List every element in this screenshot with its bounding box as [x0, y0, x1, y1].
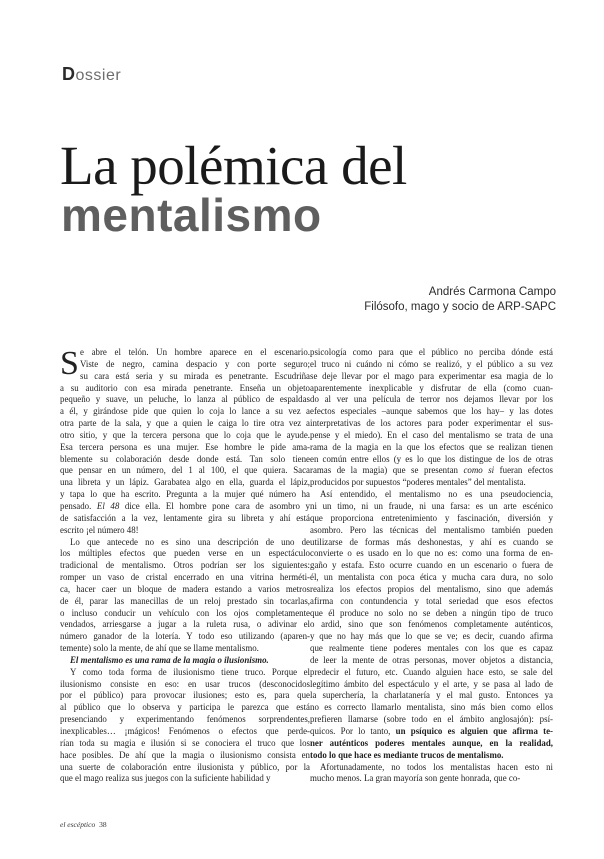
paragraph-line: vendados, arriesgarse a jugar a la ruleta rusa, o adivinar el — [60, 619, 310, 630]
drop-cap: S — [60, 345, 79, 382]
paragraph-line: los múltiples efectos que pueden verse en un espectáculo — [60, 548, 310, 559]
paragraph-line: rama de la magia en la que los efectos que se realizan tienen — [310, 441, 553, 452]
paragraph-line: el truco ni cuándo ni cómo se realizó, y el público a su vez — [310, 358, 553, 369]
paragraph-line: hace posibles. De ahí que la magia o ilusionismo consista en — [60, 749, 310, 760]
page-number: 38 — [99, 820, 107, 829]
paragraph-line: él, un mentalista con poca ética y mucha cara dura, no solo — [310, 572, 553, 583]
paragraph-line: predecir el futuro, etc. Cuando alguien hace esto, se sale del — [310, 666, 553, 677]
paragraph-line: que proporciona entretenimiento y fascinación, diversión y — [310, 512, 553, 523]
paragraph-line: no es correcto llamarlo mentalista, sino más bien como ellos — [310, 702, 553, 713]
paragraph-line: su cara está seria y su mirada es penetrante. Escudriña — [80, 370, 310, 381]
paragraph-line: a su auditorio con esa mirada penetrante. Enseña un objeto — [60, 382, 310, 393]
paragraph-line: mucho menos. La gran mayoría son gente honrada, que co- — [310, 773, 521, 784]
author-affiliation: Filósofo, mago y socio de ARP-SAPC — [364, 301, 556, 313]
magazine-name: el escéptico — [60, 820, 96, 829]
paragraph-line: una libreta y un lápiz. Garabatea algo en ella, guarda el lápiz, — [60, 477, 310, 488]
paragraph-line: a él, y girándose pide que quien lo coja lo lance a su vez a — [60, 406, 310, 417]
paragraph-line: ca, hacer caer un bloque de madera estando a varios metros — [60, 583, 310, 594]
article-column-right — [310, 347, 553, 785]
paragraph-line: al público que lo observa y participa le parezca que está — [60, 702, 310, 713]
section-label-initial: D — [62, 64, 76, 84]
paragraph-line: romper un vaso de cristal encerrado en una vitrina herméti- — [60, 572, 310, 583]
paragraph-line: se deje llevar por el mago para experimentar esa magia de lo — [310, 370, 553, 381]
paragraph-line: tradicional de mentalismo. Otros podrían ser los siguientes: — [60, 560, 310, 571]
paragraph-line: Afortunadamente, no todos los mentalistas hacen esto ni — [320, 761, 553, 772]
paragraph-line: o incluso conducir un vehículo con los ojos completamente — [60, 607, 310, 618]
paragraph-line: aparentemente inexplicable y disfrutar de ella (como cuan- — [310, 382, 553, 393]
subheading: El mentalismo es una rama de la magia o ilusionismo. — [70, 654, 269, 665]
paragraph-line: una suerte de colaboración entre ilusionista y público, por la — [60, 761, 310, 772]
author-name: Andrés Carmona Campo — [428, 286, 556, 298]
paragraph-line: presenciando y experimentando fenómenos sorprendentes, — [60, 714, 310, 725]
paragraph-line: afirma con contundencia y total seriedad que esos efectos — [310, 595, 553, 606]
paragraph-line: ramas de la magia) que se presentan como si fueran efectos — [310, 465, 553, 476]
paragraph-line: otra parte de la sala, y que a quien le caiga lo tire otra vez a — [60, 418, 310, 429]
paragraph-line: por el público) para provocar ilusiones; esto es, para que — [60, 690, 310, 701]
paragraph-line: escrito ¡el número 48! — [60, 524, 139, 535]
paragraph-line: interpretativas de los actores para poder experimentar el sus- — [310, 418, 553, 429]
paragraph-line: Así entendido, el mentalismo no es una pseudociencia, — [320, 489, 553, 500]
paragraph-line: número ganador de la lotería. Y todo eso utilizando (aparen- — [60, 631, 310, 642]
page-footer — [60, 820, 107, 829]
paragraph-line: y que no hay más que lo que se ve; es decir, cuando afirma — [310, 631, 553, 642]
article-column-left — [60, 347, 310, 785]
paragraph-line: inexplicables… ¡mágicos! Fenómenos o efectos que perde- — [60, 726, 310, 736]
paragraph-line: de satisfacción a la vez, lentamente gira su libreta y ahí está — [60, 512, 310, 523]
paragraph-line: do al ver una película de terror nos dejamos llevar por los — [310, 394, 553, 405]
paragraph-line: rían toda su magia e ilusión si se conociera el truco que los — [60, 737, 310, 748]
paragraph-line: y tapa lo que ha escrito. Pregunta a la mujer qué número ha — [60, 489, 310, 500]
paragraph-line: pense y el miedo). En el caso del mentalismo se trata de una — [310, 429, 553, 440]
paragraph-line: o ardid, sino que son fenómenos completamente auténticos, — [310, 619, 553, 630]
paragraph-line: Esa tercera persona es una mujer. Ese hombre le pide ama- — [60, 441, 310, 452]
paragraph-line: producidos por supuestos “poderes mentales” del mentalista. — [310, 477, 526, 488]
section-label-rest: ossier — [75, 67, 122, 84]
paragraph-line: ni un timo, ni un fraude, ni una farsa: es un arte escénico — [310, 500, 553, 511]
paragraph-line: ilusionismo consiste en eso: en usar trucos (desconocidos — [60, 678, 310, 689]
paragraph-line: e abre el telón. Un hombre aparece en el escenario. — [80, 347, 310, 357]
paragraph-line: pensado. El 48 dice ella. El hombre pone cara de asombro y — [60, 500, 310, 511]
paragraph-line: gaño y estafa. Esto ocurre cuando en un escenario o fuera de — [310, 560, 553, 571]
paragraph-line: que él produce no solo no se deben a ningún tipo de truco — [310, 607, 553, 618]
paragraph-line: que realmente tiene poderes mentales con los que es capaz — [310, 643, 553, 654]
paragraph-line: legítimo ámbito del espectáculo y el arte, y se pasa al lado de — [310, 678, 553, 689]
paragraph-line: temente) solo la mente, de ahí que se llame mentalismo. — [60, 643, 259, 654]
paragraph-line: Y como toda forma de ilusionismo tiene truco. Porque el — [70, 666, 310, 677]
paragraph-line: de leer la mente de otras personas, mover objetos a distancia, — [310, 654, 553, 665]
paragraph-line: otro sitio, y que la tercera persona que lo coja que le ayude. — [60, 429, 310, 440]
paragraph-line: ner auténticos poderes mentales aunque, en la realidad, — [310, 737, 553, 748]
paragraph-line: pequeño y suave, un peluche, lo lanza al público de espaldas — [60, 394, 310, 405]
paragraph-line: prefieren llamarse (sobre todo en el ámbito anglosajón): psí- — [310, 714, 553, 725]
paragraph-line: Viste de negro, camina despacio y con porte seguro; — [80, 358, 310, 369]
paragraph-line: todo lo que hace es mediante trucos de mentalismo. — [310, 749, 504, 760]
paragraph-line: convierte o es usado en lo que no es: como una forma de en- — [310, 548, 553, 559]
section-label — [62, 64, 121, 85]
paragraph-line: la superchería, la charlatanería y el mal gusto. Entonces ya — [310, 690, 553, 701]
paragraph-line: en común entre ellos (y es lo que los distingue de los de otras — [310, 453, 553, 464]
paragraph-line: utilizarse de formas más deshonestas, y ahí es cuando se — [310, 536, 553, 547]
paragraph-line: realiza los efectos propios del mentalismo, sino que además — [310, 583, 553, 594]
article-title-line1: La polémica del — [60, 135, 407, 196]
article-title-line2: mentalismo — [61, 189, 322, 241]
paragraph-line: de él, parar las manecillas de un reloj prestado sin tocarlas, — [60, 595, 310, 606]
paragraph-line: que el mago realiza sus juegos con la suficiente habilidad y — [60, 773, 271, 784]
paragraph-line: quicos. Por lo tanto, un psíquico es alguien que afirma te- — [310, 726, 553, 736]
paragraph-line: psicología como para que el público no perciba dónde está — [310, 347, 553, 357]
paragraph-line: asombro. Pero las técnicas del mentalismo también pueden — [310, 524, 553, 535]
paragraph-line: que pensar en un número, del 1 al 100, el que quiera. Saca — [60, 465, 310, 476]
paragraph-line: Lo que antecede no es sino una descripción de uno de — [70, 536, 310, 547]
paragraph-line: blemente su colaboración desde donde está. Tan solo tiene — [60, 453, 310, 464]
paragraph-line: efectos especiales –aunque sabemos que los hay– y las dotes — [310, 406, 553, 417]
byline — [364, 285, 556, 315]
